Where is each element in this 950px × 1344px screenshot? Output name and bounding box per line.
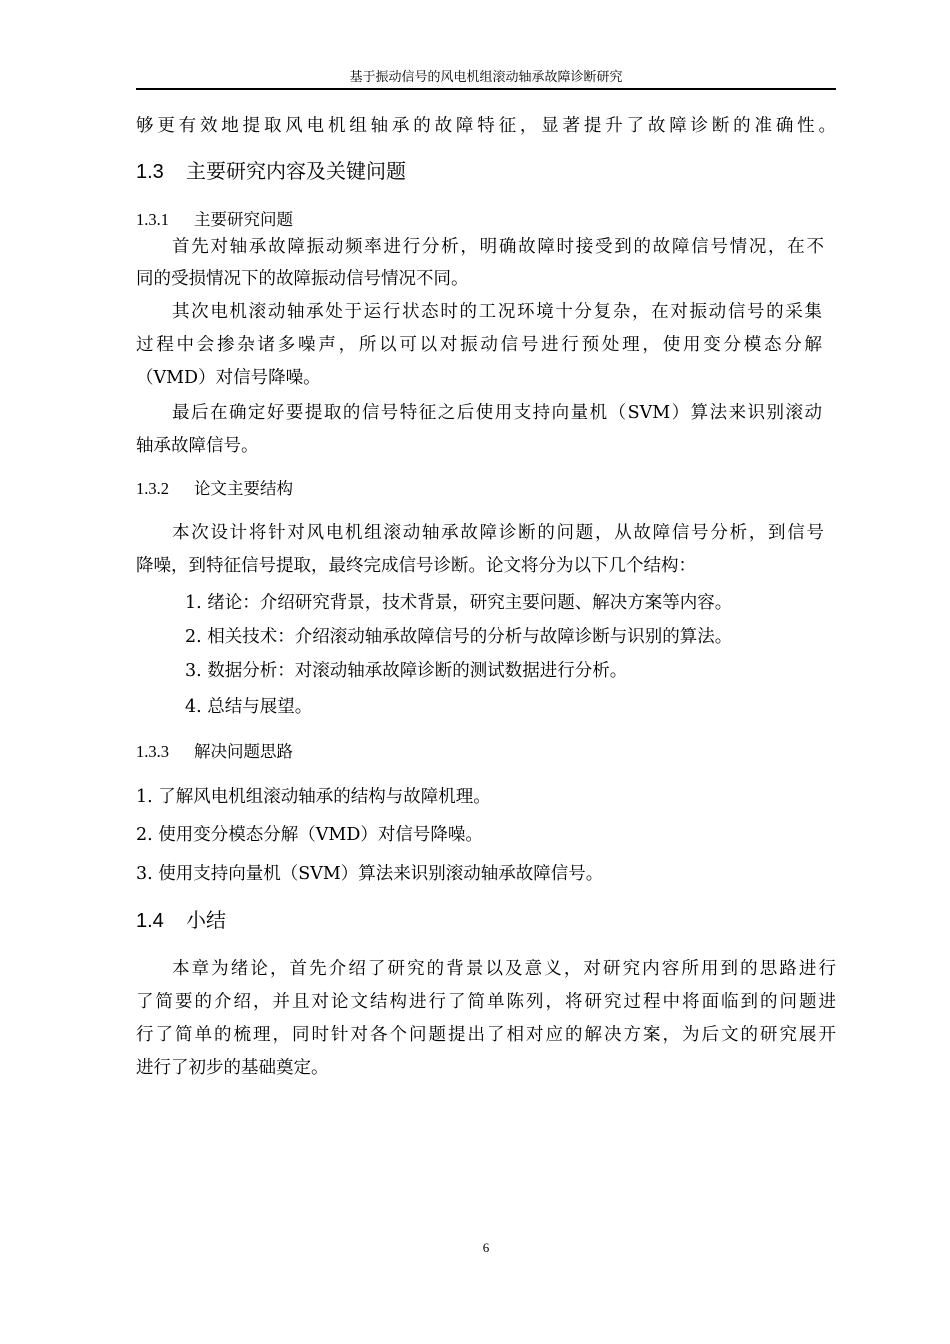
- body-text-line: 本章为绪论，首先介绍了研究的背景以及意义，对研究内容所用到的思路进行: [172, 959, 836, 979]
- body-text-line: 最后在确定好要提取的信号特征之后使用支持向量机（SVM）算法来识别滚动: [172, 403, 822, 423]
- subsection-heading-1-3-1: [136, 209, 836, 231]
- subsection-title: 论文主要结构: [194, 479, 293, 498]
- list-item: 2. 相关技术：介绍滚动轴承故障信号的分析与故障诊断与识别的算法。: [185, 627, 733, 647]
- list-item: 3. 使用支持向量机（SVM）算法来识别滚动轴承故障信号。: [136, 864, 604, 884]
- subsection-title: 解决问题思路: [194, 742, 293, 761]
- body-text-line: 行了简单的梳理，同时针对各个问题提出了相对应的解决方案，为后文的研究展开: [136, 1025, 836, 1045]
- body-text-line: 其次电机滚动轴承处于运行状态时的工况环境十分复杂，在对振动信号的采集: [172, 302, 822, 322]
- body-text-line: 同的受损情况下的故障振动信号情况不同。: [136, 269, 469, 289]
- page-number: 6: [482, 1240, 490, 1255]
- section-title: 主要研究内容及关键问题: [186, 159, 406, 183]
- section-title: 小结: [186, 908, 226, 932]
- body-text-line: （VMD）对信号降噪。: [136, 368, 321, 388]
- running-header: 基于振动信号的风电机组滚动轴承故障诊断研究: [349, 70, 623, 85]
- list-item: 3. 数据分析：对滚动轴承故障诊断的测试数据进行分析。: [185, 661, 628, 681]
- subsection-number: 1.3.2: [136, 479, 169, 498]
- body-text-line: 轴承故障信号。: [136, 436, 259, 456]
- section-heading-1-3: [136, 158, 836, 185]
- body-text-line: 够更有效地提取风电机组轴承的故障特征，显著提升了故障诊断的准确性。: [136, 116, 836, 136]
- list-item: 2. 使用变分模态分解（VMD）对信号降噪。: [136, 825, 483, 845]
- subsection-number: 1.3.1: [136, 210, 169, 229]
- subsection-heading-1-3-3: [136, 741, 836, 763]
- list-item: 1. 绪论：介绍研究背景，技术背景，研究主要问题、解决方案等内容。: [185, 593, 733, 613]
- body-text-line: 了简要的介绍，并且对论文结构进行了简单陈列，将研究过程中将面临到的问题进: [136, 992, 836, 1012]
- section-number: 1.3: [136, 161, 164, 183]
- body-text-line: 过程中会掺杂诸多噪声，所以可以对振动信号进行预处理，使用变分模态分解: [136, 335, 822, 355]
- subsection-title: 主要研究问题: [194, 210, 293, 229]
- body-text-line: 本次设计将针对风电机组滚动轴承故障诊断的问题，从故障信号分析，到信号: [172, 523, 824, 543]
- subsection-number: 1.3.3: [136, 742, 169, 761]
- header-rule: [136, 88, 836, 90]
- subsection-heading-1-3-2: [136, 478, 836, 500]
- body-text-line: 降噪，到特征信号提取，最终完成信号诊断。论文将分为以下几个结构：: [136, 556, 696, 576]
- list-item: 1. 了解风电机组滚动轴承的结构与故障机理。: [136, 787, 491, 807]
- list-item: 4. 总结与展望。: [185, 697, 313, 717]
- body-text-line: 首先对轴承故障振动频率进行分析，明确故障时接受到的故障信号情况，在不: [172, 237, 824, 257]
- body-text-line: 进行了初步的基础奠定。: [136, 1058, 329, 1078]
- section-heading-1-4: [136, 907, 836, 934]
- section-number: 1.4: [136, 910, 164, 932]
